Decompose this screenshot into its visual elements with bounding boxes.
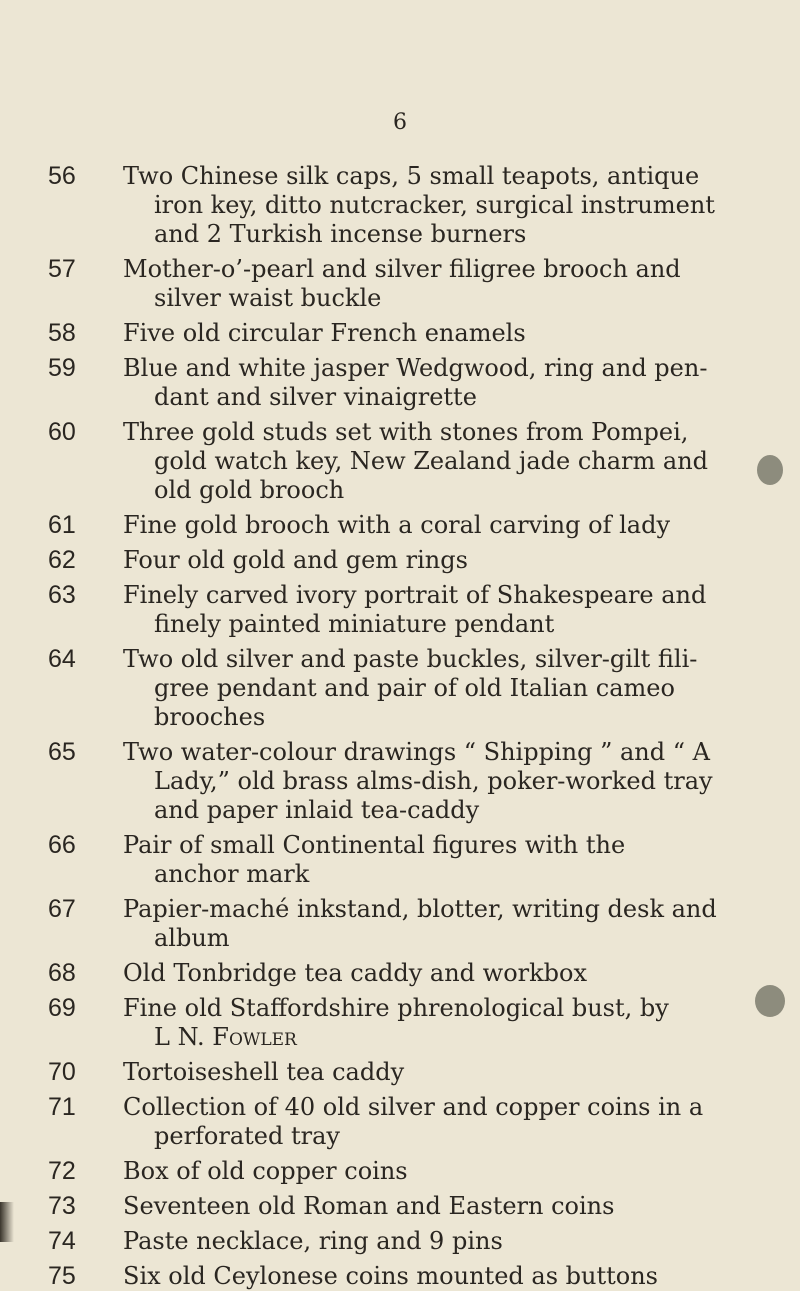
description-line: Six old Ceylonese coins mounted as buttons bbox=[123, 1262, 658, 1290]
description-line: perforated tray bbox=[154, 1122, 340, 1150]
description-line: Lady,” old brass alms-dish, poker-worked tray bbox=[154, 767, 713, 795]
lot-number: 67 bbox=[48, 895, 76, 923]
lot-number: 64 bbox=[48, 645, 76, 673]
lot-description bbox=[123, 162, 713, 249]
description-line: Blue and white jasper Wedgwood, ring and pen- bbox=[123, 354, 708, 382]
lot-description bbox=[123, 994, 713, 1052]
lot-description bbox=[123, 319, 713, 348]
description-line: Paste necklace, ring and 9 pins bbox=[123, 1227, 503, 1255]
page-number: 6 bbox=[393, 110, 407, 135]
description-line: Collection of 40 old silver and copper coins in a bbox=[123, 1093, 704, 1121]
description-line: dant and silver vinaigrette bbox=[154, 383, 477, 411]
lot-number: 75 bbox=[48, 1262, 76, 1290]
lot-description bbox=[123, 1058, 713, 1087]
lot-description bbox=[123, 1192, 713, 1221]
description-line: Four old gold and gem rings bbox=[123, 546, 468, 574]
description-line: gree pendant and pair of old Italian cameo bbox=[154, 674, 675, 702]
description-line: finely painted miniature pendant bbox=[154, 610, 555, 638]
lot-description bbox=[123, 354, 713, 412]
lot-description bbox=[123, 645, 713, 732]
description-line: album bbox=[154, 924, 230, 952]
description-line: old gold brooch bbox=[154, 476, 345, 504]
lot-description bbox=[123, 1093, 713, 1151]
lot-number: 56 bbox=[48, 162, 76, 190]
description-line: Seventeen old Roman and Eastern coins bbox=[123, 1192, 615, 1220]
lot-number: 57 bbox=[48, 255, 76, 283]
lot-description bbox=[123, 511, 713, 540]
lot-description bbox=[123, 959, 713, 988]
maker-name: L N. Fowler bbox=[154, 1023, 297, 1051]
lot-number: 59 bbox=[48, 354, 76, 382]
lot-description bbox=[123, 1157, 713, 1186]
lot-description bbox=[123, 546, 713, 575]
description-line: iron key, ditto nutcracker, surgical instrument bbox=[154, 191, 715, 219]
description-line: and 2 Turkish incense burners bbox=[154, 220, 527, 248]
lot-description bbox=[123, 831, 713, 889]
description-line: Finely carved ivory portrait of Shakespeare and bbox=[123, 581, 707, 609]
lot-description bbox=[123, 1262, 713, 1291]
description-line: Box of old copper coins bbox=[123, 1157, 408, 1185]
description-line: and paper inlaid tea-caddy bbox=[154, 796, 480, 824]
foxing-mark bbox=[755, 985, 785, 1017]
description-line: anchor mark bbox=[154, 860, 310, 888]
lot-number: 66 bbox=[48, 831, 76, 859]
lot-number: 65 bbox=[48, 738, 76, 766]
lot-number: 72 bbox=[48, 1157, 76, 1185]
lot-number: 61 bbox=[48, 511, 76, 539]
lot-number: 63 bbox=[48, 581, 76, 609]
lot-description bbox=[123, 418, 713, 505]
description-line: gold watch key, New Zealand jade charm and bbox=[154, 447, 709, 475]
description-line: Five old circular French enamels bbox=[123, 319, 526, 347]
description-line: Two water-colour drawings “ Shipping ” and “ A bbox=[123, 738, 710, 766]
description-line: Two old silver and paste buckles, silver-gilt fili- bbox=[123, 645, 698, 673]
lot-number: 74 bbox=[48, 1227, 76, 1255]
lot-number: 71 bbox=[48, 1093, 76, 1121]
lot-description bbox=[123, 255, 713, 313]
lot-number: 58 bbox=[48, 319, 76, 347]
lot-description bbox=[123, 895, 717, 953]
description-line: Pair of small Continental figures with the bbox=[123, 831, 626, 859]
lot-description bbox=[123, 581, 713, 639]
description-line: Tortoiseshell tea caddy bbox=[123, 1058, 405, 1086]
description-line: Old Tonbridge tea caddy and workbox bbox=[123, 959, 588, 987]
description-line: Two Chinese silk caps, 5 small teapots, antique bbox=[123, 162, 700, 190]
page-edge-shadow bbox=[0, 1202, 14, 1242]
description-line: Mother-o’-pearl and silver filigree brooch and bbox=[123, 255, 681, 283]
description-line: Fine old Staffordshire phrenological bust, by bbox=[123, 994, 669, 1022]
description-line: Papier-maché inkstand, blotter, writing desk and bbox=[123, 895, 717, 923]
description-line: brooches bbox=[154, 703, 266, 731]
description-line: silver waist buckle bbox=[154, 284, 382, 312]
lot-description bbox=[123, 738, 713, 825]
lot-number: 69 bbox=[48, 994, 76, 1022]
lot-number: 68 bbox=[48, 959, 76, 987]
lot-number: 73 bbox=[48, 1192, 76, 1220]
lot-number: 60 bbox=[48, 418, 76, 446]
description-line: Fine gold brooch with a coral carving of lady bbox=[123, 511, 670, 539]
description-line: Three gold studs set with stones from Pompei, bbox=[123, 418, 689, 446]
foxing-mark bbox=[757, 455, 783, 485]
lot-number: 70 bbox=[48, 1058, 76, 1086]
lot-number: 62 bbox=[48, 546, 76, 574]
